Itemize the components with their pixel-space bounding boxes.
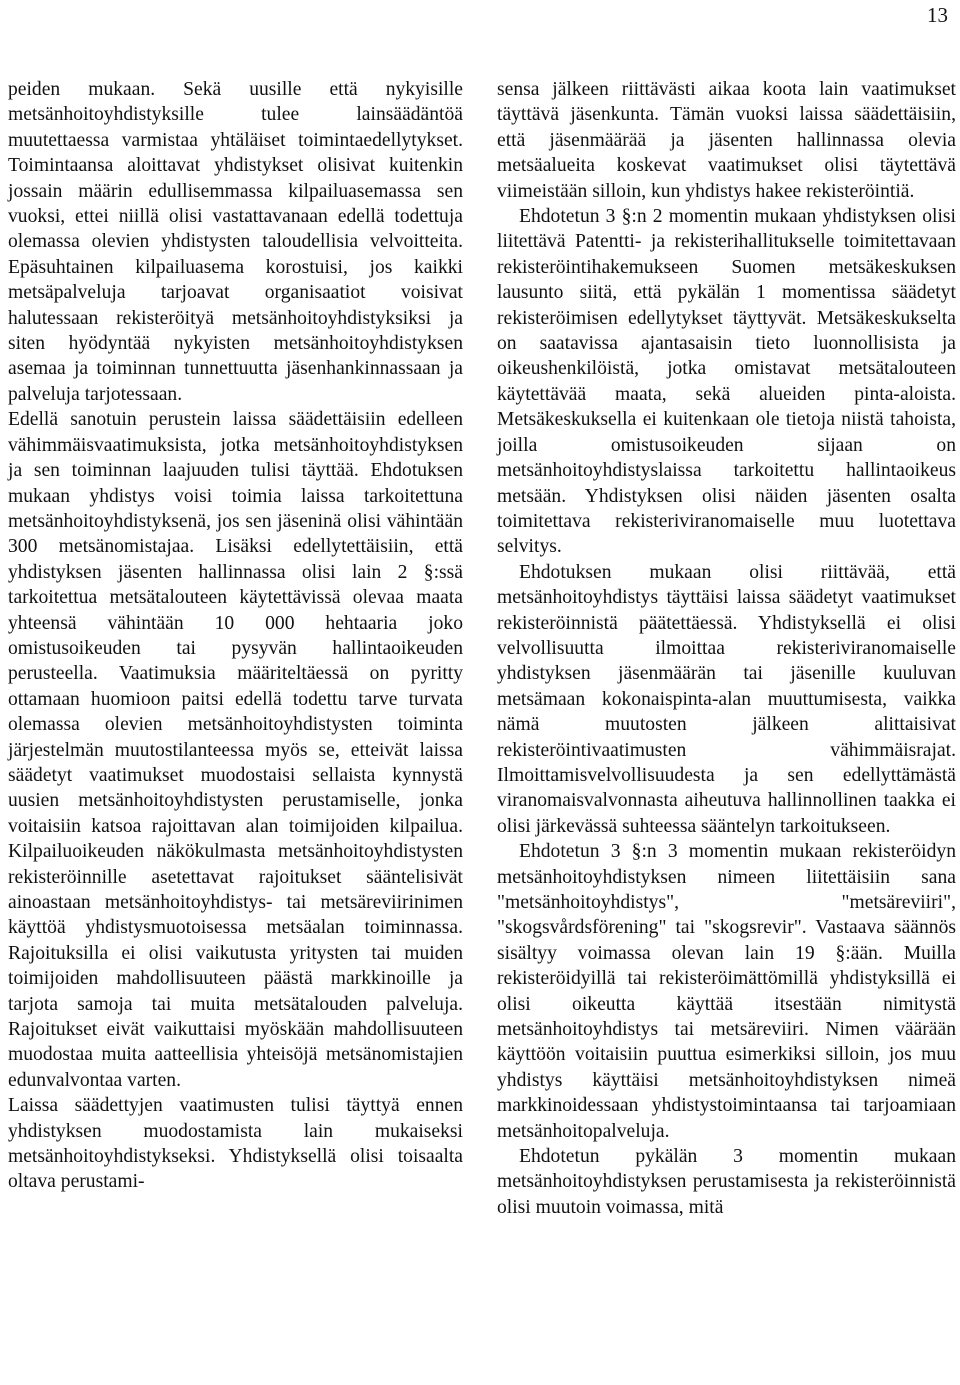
- paragraph: Edellä sanotuin perustein laissa säädettäisiin edelleen vähimmäisvaatimuksista, jotka metsänhoitoyhdistyksen ja sen toiminnan laajuuden tulisi täyttää. Ehdotuksen mukaan yhdistys voisi toimia laissa tarkoitettuna metsänhoitoyhdistyksenä, jos sen jäseninä olisi vähintään 300 metsänomistajaa. Lisäksi edellytettäisiin, että yhdistyksen jäsenten hallinnassa olisi lain 2 §:ssä tarkoitettua metsätalouteen käytettävissä olevaa maata yhteensä vähintään 10 000 hehtaaria joko omistusoikeuden tai pysyvän hallintaoikeuden perusteella. Vaatimuksia määriteltäessä on pyritty ottamaan huomioon paitsi edellä todettu tarve turvata olemassa olevien metsänhoitoyhdistysten toiminta järjestelmän muutostilanteessa myös se, etteivät laissa säädetyt vaatimukset muodostaisi sellaista kynnystä uusien metsänhoitoyhdistysten perustamiselle, jonka voitaisiin katsoa rajoittavan alan toimijoiden kilpailua. Kilpailuoikeuden näkökulmasta metsänhoitoyhdistysten rekisteröinnille asetettavat rajoitukset sääntelisivät ainoastaan metsänhoitoyhdistys- tai metsäreviirinimen käyttöä yhdistysmuotoisessa metsäalan toiminnassa. Rajoituksilla ei olisi vaikutusta yritysten tai muiden toimijoiden mahdollisuuteen päästä markkinoille ja tarjota samoja tai muita metsätalouden palveluja. Rajoitukset eivät vaikuttaisi myöskään mahdollisuuteen muodostaa muita aatteellisia yhteisöjä metsänomistajien edunvalvontaa varten.: [8, 409, 463, 1091]
- paragraph: Ehdotetun 3 §:n 2 momentin mukaan yhdistyksen olisi liitettävä Patentti- ja rekisterihallitukselle toimitettavaan rekisteröintihakemukseen Suomen metsäkeskuksen lausunto siitä, että pykälän 1 momentissa säädetyt rekisteröimisen edellytykset täyttyvät. Metsäkeskukselta on saatavissa ajantasaisin tieto luonnollisista ja oikeushenkilöistä, jotka omistavat metsätalouteen käytettävää maata, sekä alueiden pinta-aloista. Metsäkeskuksella ei kuitenkaan ole tietoja niistä tahoista, joilla omistusoikeuden sijaan on metsänhoitoyhdistyslaissa tarkoitettu hallintaoikeus metsään. Yhdistyksen olisi näiden jäsenten osalta toimitettava rekisteriviranomaiselle muu luotettava selvitys.: [497, 206, 956, 558]
- paragraph: peiden mukaan. Sekä uusille että nykyisille metsänhoitoyhdistyksille tulee lainsäädäntöä muutettaessa varmistaa yhtäläiset toimintaedellytykset. Toimintaansa aloittavat yhdistykset olisivat kuitenkin jossain määrin edullisemmassa kilpailuasemassa sen vuoksi, ettei niillä olisi vastattavanaan edellä todettuja olemassa olevien yhdistysten taloudellisia velvoitteita. Epäsuhtainen kilpailuasema korostuisi, jos kaikki metsäpalveluja tarjoavat organisaatiot voisivat halutessaan rekisteröityä metsänhoitoyhdistyksiksi ja siten hyödyntää nykyisten metsänhoitoyhdistyksen asemaa ja toiminnan tunnettuutta jäsenhankinnassaan ja palveluja tarjotessaan.: [8, 79, 463, 405]
- paragraph: Ehdotetun 3 §:n 3 momentin mukaan rekisteröidyn metsänhoitoyhdistyksen nimeen liitettäisiin sana "metsänhoitoyhdistys", "metsäreviiri", "skogsvårdsförening" tai "skogsrevir". Vastaava säännös sisältyy voimassa olevan lain 19 §:ään. Muilla rekisteröidyillä tai rekisteröimättömillä yhdistyksillä ei olisi oikeutta käyttää itsestään nimitystä metsänhoitoyhdistys tai metsäreviiri. Nimen väärään käyttöön voitaisiin puuttua esimerkiksi silloin, jos muu yhdistys käyttäisi metsänhoitoyhdistyksen nimeä markkinoidessaan yhdistystoimintaansa tai tarjoamiaan metsänhoitopalveluja.: [497, 841, 956, 1142]
- paragraph: Ehdotuksen mukaan olisi riittävää, että metsänhoitoyhdistys täyttäisi laissa säädetyt vaatimukset rekisteröinnistä päätettäessä. Yhdistyksellä ei olisi velvollisuutta ilmoittaa rekisteriviranomaiselle yhdistyksen jäsenmäärän tai jäsenille kuuluvan metsämaan kokonaispinta-alan muuttumisesta, vaikka nämä muutosten jälkeen alittaisivat rekisteröintivaatimusten vähimmäisrajat. Ilmoittamisvelvollisuudesta ja sen edellyttämästä viranomaisvalvonnasta aiheutuva hallinnollinen taakka ei olisi järkevässä suhteessa sääntelyn tarkoitukseen.: [497, 561, 956, 837]
- paragraph: Laissa säädettyjen vaatimusten tulisi täyttyä ennen yhdistyksen muodostamista lain mukaiseksi metsänhoitoyhdistykseksi. Yhdistyksellä olisi toisaalta oltava perustami-: [8, 1095, 463, 1193]
- left-column: [8, 77, 463, 1195]
- right-column: [497, 77, 956, 1220]
- paragraph: sensa jälkeen riittävästi aikaa koota lain vaatimukset täyttävä jäsenkunta. Tämän vuoksi laissa säädettäisiin, että jäsenmäärää ja jäsenten hallinnassa olevia metsäalueita koskevat vaatimukset olisi täytettävä viimeistään silloin, kun yhdistys hakee rekisteröintiä.: [497, 79, 956, 202]
- page-number: 13: [927, 3, 948, 27]
- paragraph: Ehdotetun pykälän 3 momentin mukaan metsänhoitoyhdistyksen perustamisesta ja rekisteröinnistä olisi muutoin voimassa, mitä: [497, 1146, 956, 1218]
